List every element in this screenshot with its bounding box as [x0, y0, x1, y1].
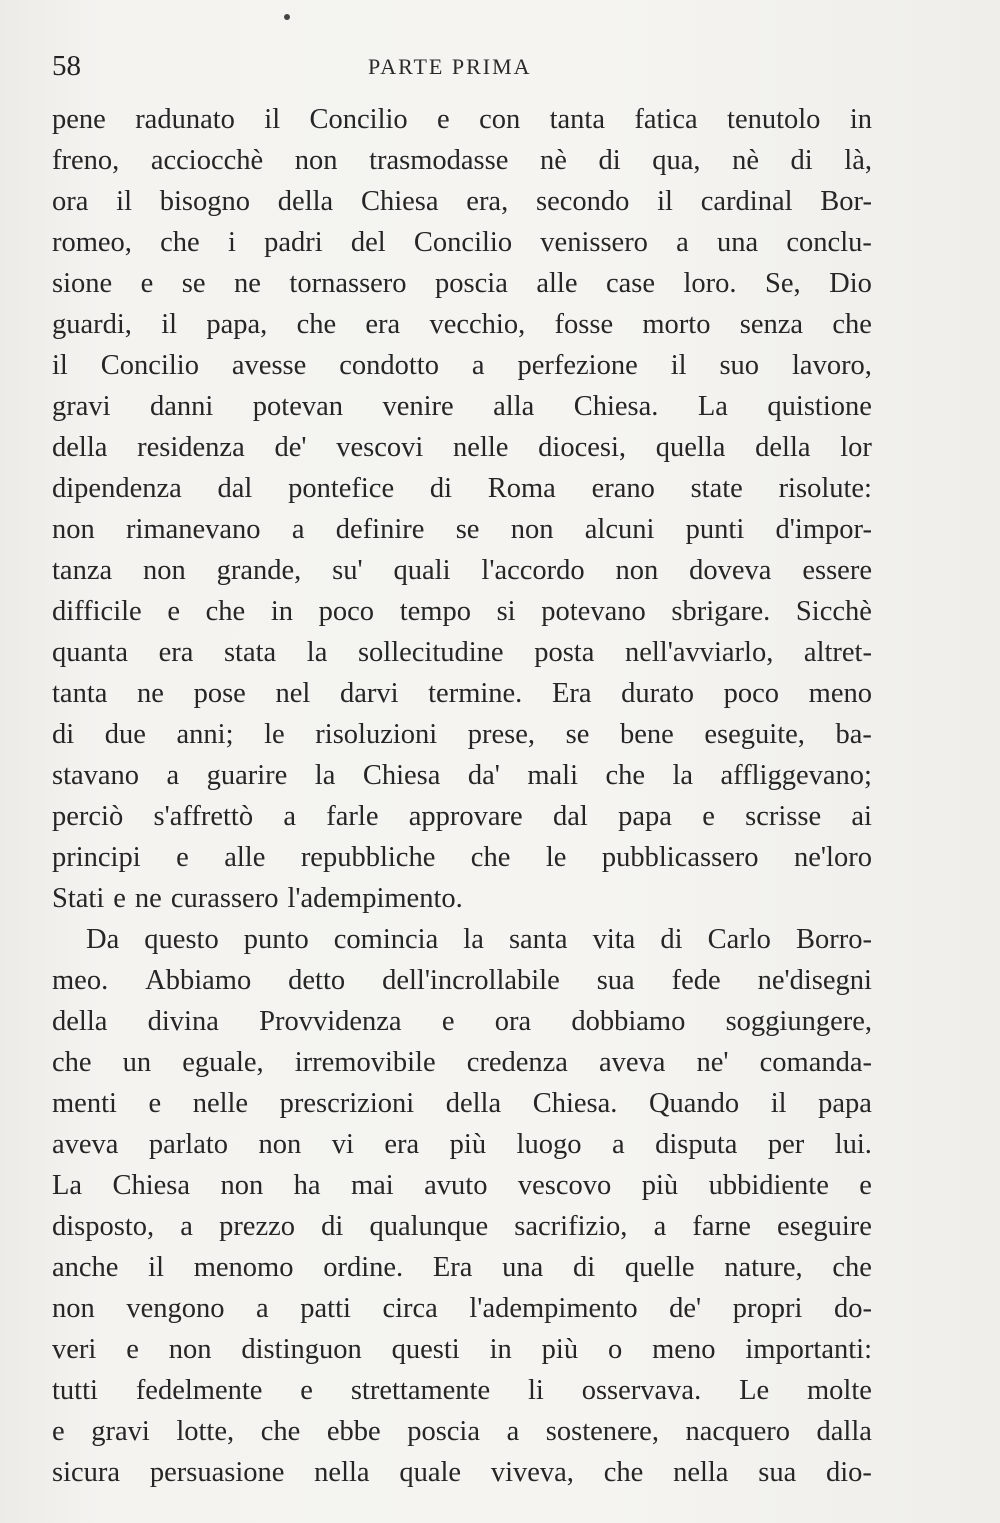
text-line: romeo, che i padri del Concilio venissero a una conclu-	[52, 227, 872, 258]
page-number: 58	[52, 50, 81, 82]
text-line: il Concilio avesse condotto a perfezione il suo lavoro,	[52, 350, 872, 381]
text-line: Da questo punto comincia la santa vita di Carlo Borro-	[86, 924, 872, 955]
text-line: principi e alle repubbliche che le pubblicassero ne'loro	[52, 842, 872, 873]
text-line: sicura persuasione nella quale viveva, che nella sua dio-	[52, 1457, 872, 1488]
text-line: tutti fedelmente e strettamente li osservava. Le molte	[52, 1375, 872, 1406]
text-line: La Chiesa non ha mai avuto vescovo più ubbidiente e	[52, 1170, 872, 1201]
text-line: menti e nelle prescrizioni della Chiesa. Quando il papa	[52, 1088, 872, 1119]
text-line: che un eguale, irremovibile credenza aveva ne' comanda-	[52, 1047, 872, 1078]
text-line: sione e se ne tornassero poscia alle case loro. Se, Dio	[52, 268, 872, 299]
text-line: non vengono a patti circa l'adempimento de' propri do-	[52, 1293, 872, 1324]
text-line: freno, acciocchè non trasmodasse nè di qua, nè di là,	[52, 145, 872, 176]
text-line: di due anni; le risoluzioni prese, se bene eseguite, ba-	[52, 719, 872, 750]
body-text	[52, 99, 872, 1493]
running-head: PARTE PRIMA	[368, 54, 532, 79]
text-line: dipendenza dal pontefice di Roma erano state risolute:	[52, 473, 872, 504]
text-line: perciò s'affrettò a farle approvare dal papa e scrisse ai	[52, 801, 872, 832]
text-line: pene radunato il Concilio e con tanta fatica tenutolo in	[52, 104, 872, 135]
text-line: meo. Abbiamo detto dell'incrollabile sua fede ne'disegni	[52, 965, 872, 996]
text-line: aveva parlato non vi era più luogo a disputa per lui.	[52, 1129, 872, 1160]
ink-dot	[284, 14, 290, 20]
text-line: gravi danni potevan venire alla Chiesa. La quistione	[52, 391, 872, 422]
page-header	[52, 50, 872, 90]
text-line: e gravi lotte, che ebbe poscia a sostenere, nacquero dalla	[52, 1416, 872, 1447]
text-line: quanta era stata la sollecitudine posta nell'avviarlo, altret-	[52, 637, 872, 668]
text-line: ora il bisogno della Chiesa era, secondo il cardinal Bor-	[52, 186, 872, 217]
text-line: della residenza de' vescovi nelle diocesi, quella della lor	[52, 432, 872, 463]
text-line: anche il menomo ordine. Era una di quelle nature, che	[52, 1252, 872, 1283]
text-line: veri e non distinguon questi in più o meno importanti:	[52, 1334, 872, 1365]
text-line: tanta ne pose nel darvi termine. Era durato poco meno	[52, 678, 872, 709]
text-line: Stati e ne curassero l'adempimento.	[52, 883, 463, 914]
text-line: stavano a guarire la Chiesa da' mali che la affliggevano;	[52, 760, 872, 791]
text-line: difficile e che in poco tempo si potevano sbrigare. Sicchè	[52, 596, 872, 627]
text-line: della divina Provvidenza e ora dobbiamo soggiungere,	[52, 1006, 872, 1037]
text-line: non rimanevano a definire se non alcuni punti d'impor-	[52, 514, 872, 545]
text-line: disposto, a prezzo di qualunque sacrifizio, a farne eseguire	[52, 1211, 872, 1242]
text-line: guardi, il papa, che era vecchio, fosse morto senza che	[52, 309, 872, 340]
text-line: tanza non grande, su' quali l'accordo non doveva essere	[52, 555, 872, 586]
